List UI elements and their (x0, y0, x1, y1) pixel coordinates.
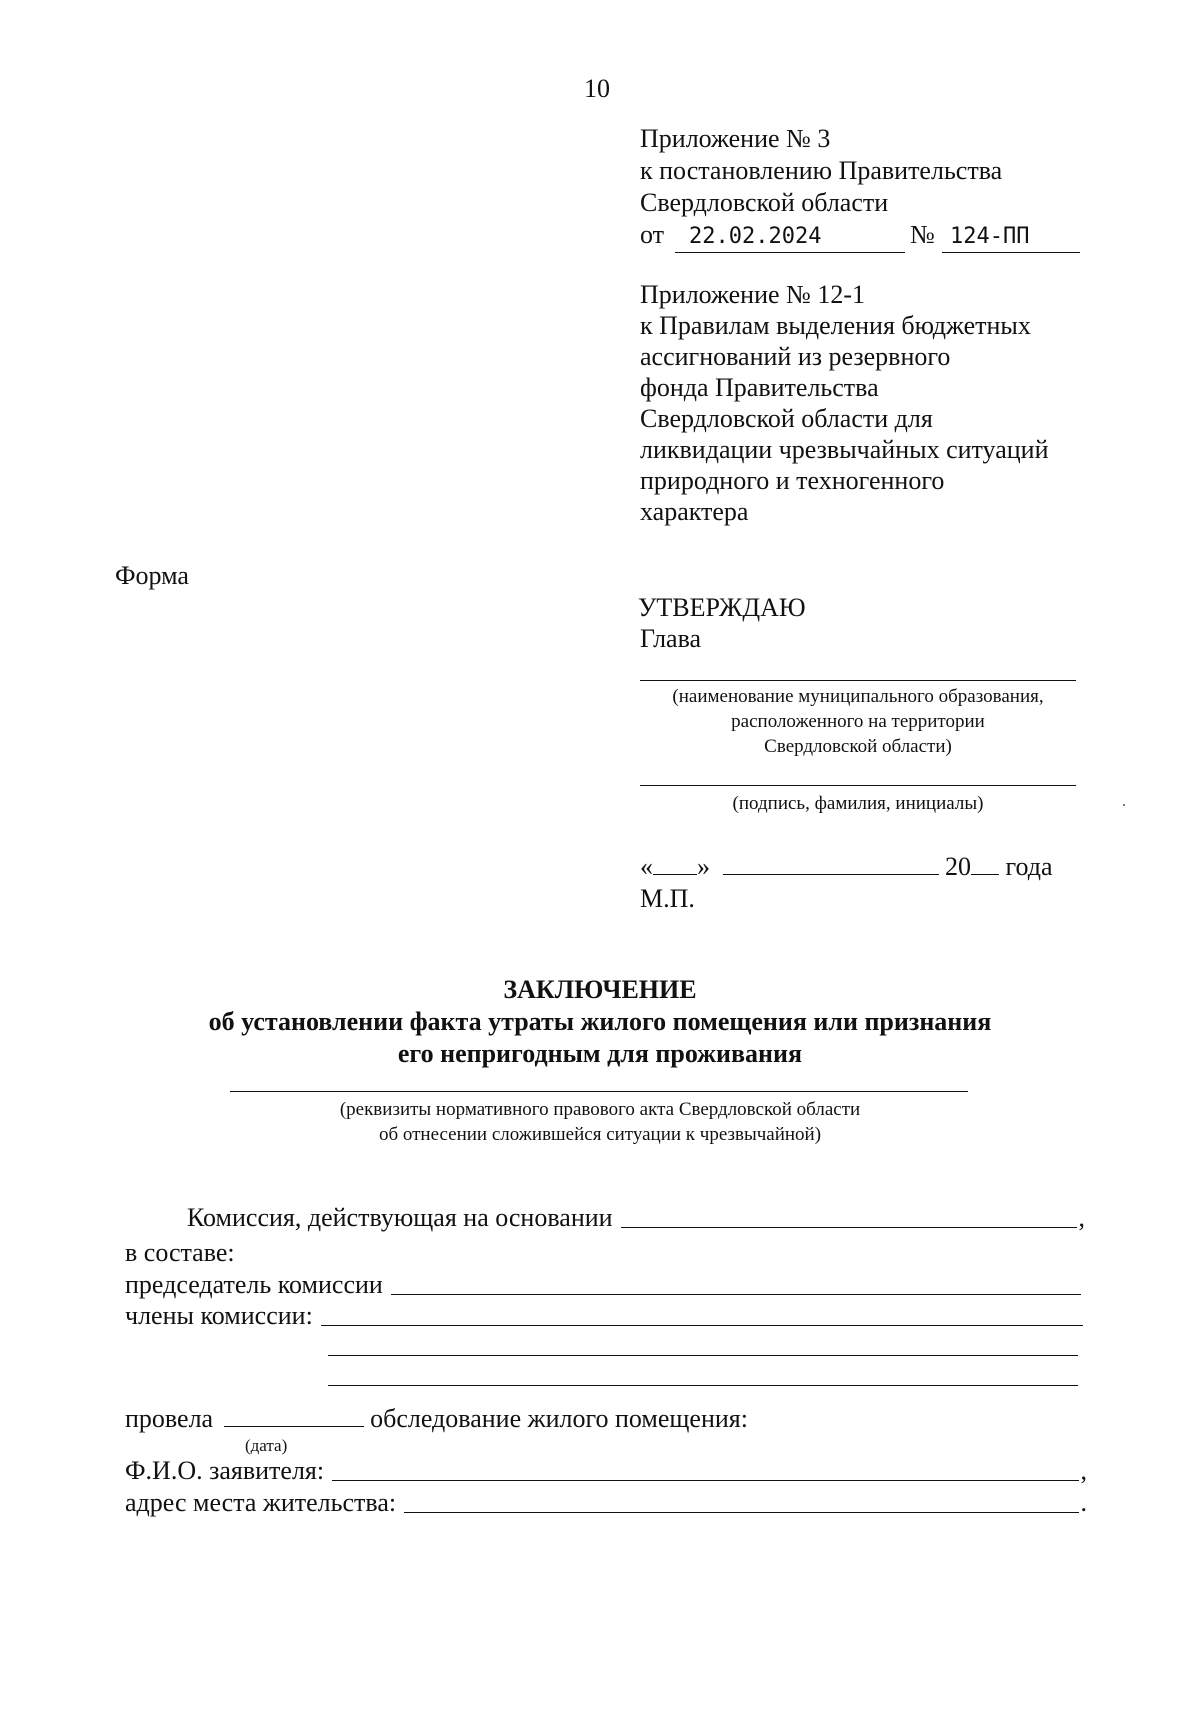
approval-role: Глава (640, 624, 702, 653)
signature-caption: (подпись, фамилия, инициалы) (732, 793, 984, 814)
day-blank (653, 852, 697, 875)
annex12-line-4: фонда Правительства (640, 373, 879, 402)
chairman-row (125, 1269, 1083, 1301)
mo-caption-1: (наименование муниципального образования, (672, 686, 1044, 707)
annex3-line-3: Свердловской области (640, 188, 889, 217)
annex12-line-1: Приложение № 12-1 (640, 280, 866, 309)
members-line-2 (328, 1355, 1078, 1356)
commission-basis-row: Комиссия, действующая на основании , (187, 1203, 1085, 1232)
scan-speck (1123, 804, 1125, 806)
year-suffix: года (1005, 852, 1053, 881)
members-row (125, 1300, 1085, 1332)
mo-caption-3: Свердловской области) (764, 736, 952, 757)
date-open-quote: « (640, 852, 653, 881)
commission-basis-label: Комиссия, действующая на основании (187, 1203, 613, 1232)
mo-name-line (640, 680, 1076, 681)
address-row: адрес места жительства: . (125, 1488, 1087, 1517)
address-line (404, 1511, 1078, 1513)
conducted-label: провела (125, 1404, 214, 1433)
signature-line (640, 785, 1076, 786)
page-number: 10 (584, 74, 610, 103)
year-blank (971, 852, 999, 875)
commission-basis-line (621, 1226, 1077, 1228)
annex12-line-7: природного и техногенного (640, 466, 945, 495)
date-caption: (дата) (245, 1436, 288, 1455)
annex12-line-6: ликвидации чрезвычайных ситуаций (640, 435, 1049, 464)
annex12-line-3: ассигнований из резервного (640, 342, 951, 371)
annex12-line-8: характера (640, 497, 749, 526)
address-label: адрес места жительства: (125, 1488, 397, 1517)
doc-title: ЗАКЛЮЧЕНИЕ (503, 975, 697, 1004)
applicant-row: Ф.И.О. заявителя: , (125, 1456, 1087, 1485)
annex3-line-2: к постановлению Правительства (640, 156, 1003, 185)
doc-subtitle-2: его непригодным для проживания (397, 1039, 803, 1068)
stamp-place: М.П. (640, 884, 695, 913)
approval-date (640, 852, 1053, 882)
annex12-line-2: к Правилам выделения бюджетных (640, 311, 1031, 340)
chairman-line (391, 1293, 1081, 1295)
annex3-number-field (942, 224, 1080, 253)
chairman-label: председатель комиссии (125, 1270, 383, 1299)
act-caption-1: (реквизиты нормативного правового акта Свердловской области (339, 1099, 861, 1120)
applicant-line (332, 1479, 1078, 1481)
approval-title: УТВЕРЖДАЮ (638, 593, 806, 622)
doc-subtitle-1: об установлении факта утраты жилого помещения или признания (208, 1007, 992, 1036)
applicant-label: Ф.И.О. заявителя: (125, 1456, 325, 1485)
act-requisites-line (230, 1091, 968, 1092)
annex3-date-prefix: от (640, 220, 665, 249)
members-line-3 (328, 1385, 1078, 1386)
annex3-number-prefix: № (910, 220, 935, 249)
form-label: Форма (115, 561, 189, 590)
survey-date-blank (224, 1404, 364, 1427)
year-prefix: 20 (945, 852, 971, 881)
annex3-number-value: 124-ПП (950, 224, 1030, 249)
composition-label: в составе: (125, 1238, 235, 1267)
mo-caption-2: расположенного на территории (731, 711, 985, 732)
conducted-row (125, 1404, 748, 1434)
act-caption-2: об отнесении сложившейся ситуации к чрезвычайной) (378, 1124, 822, 1145)
annex3-date-value: 22.02.2024 (689, 224, 822, 249)
annex3-line-1: Приложение № 3 (640, 124, 831, 153)
annex3-date-field (675, 224, 905, 253)
members-line-1 (321, 1324, 1083, 1326)
annex12-line-5: Свердловской области для (640, 404, 933, 433)
month-blank (723, 852, 939, 875)
survey-label: обследование жилого помещения: (370, 1404, 748, 1433)
members-label: члены комиссии: (125, 1301, 313, 1330)
date-close-quote: » (697, 852, 710, 881)
